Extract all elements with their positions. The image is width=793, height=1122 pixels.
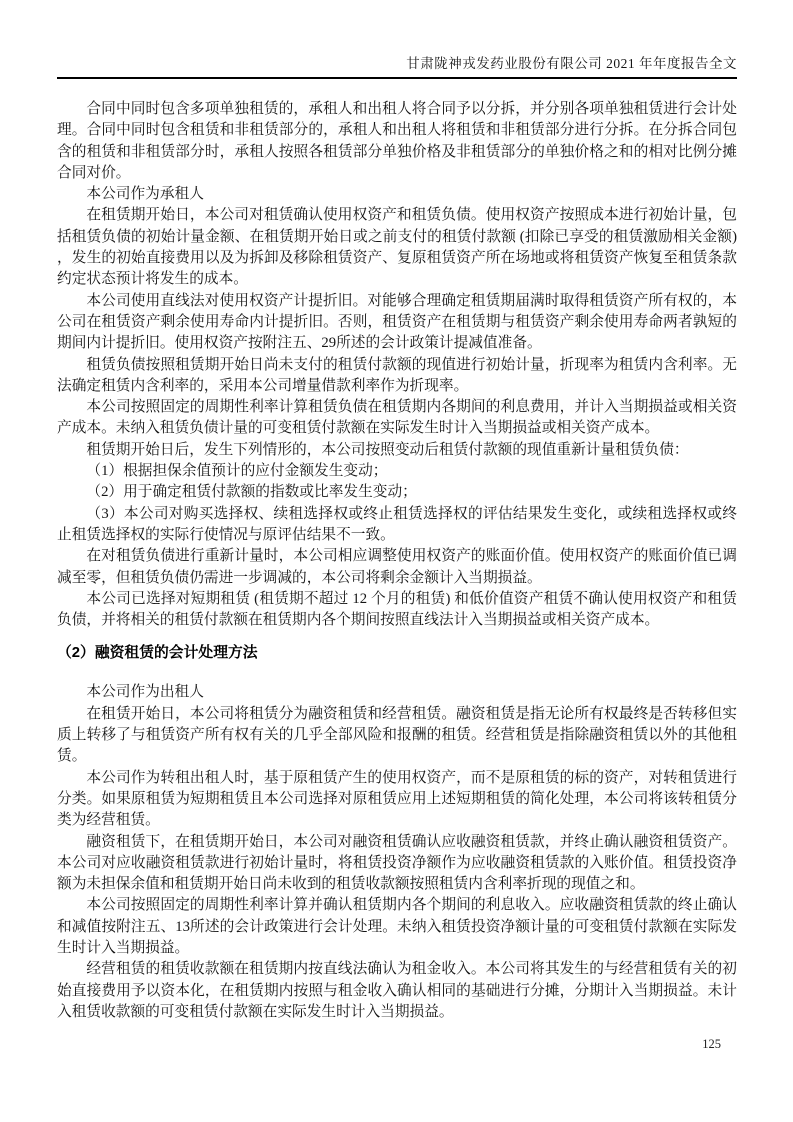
section-heading: （2）融资租赁的会计处理方法 <box>57 645 258 662</box>
paragraph: 经营租赁的租赁收款额在租赁期内按直线法确认为租金收入。本公司将其发生的与经营租赁有关的初始直接费用予以资本化，在租赁期内按照与租金收入确认相同的基础进行分摊，分期计入当期损益。未计入租赁收款额的可变租赁付款额在实际发生时计入当期损益。 <box>57 961 737 1020</box>
paragraph: 本公司作为承租人 <box>86 186 204 203</box>
list-item: （1）根据担保余值预计的应付金额发生变动； <box>86 463 388 480</box>
paragraph: 本公司作为出租人 <box>86 684 204 701</box>
header-rule <box>57 77 737 79</box>
page-body <box>57 99 737 1023</box>
paragraph: 本公司已选择对短期租赁 (租赁期不超过 12 个月的租赁) 和低价值资产租赁不确认使用权资产和租赁负债，并将相关的租赁付款额在租赁期内各个期间按照直线法计入当期损益或相关资产成本。 <box>57 590 737 629</box>
paragraph: 合同中同时包含多项单独租赁的，承租人和出租人将合同予以分拆，并分别各项单独租赁进行会计处理。合同中同时包含租赁和非租赁部分的，承租人和出租人将租赁和非租赁部分进行分拆。在分拆合同包含的租赁和非租赁部分时，承租人按照各租赁部分单独价格及非租赁部分的单独价格之和的相对比例分摊合同对价。 <box>57 101 737 181</box>
paragraph: 本公司按照固定的周期性利率计算并确认租赁期内各个期间的利息收入。应收融资租赁款的终止确认和减值按附注五、13所述的会计政策进行会计处理。未纳入租赁投资净额计量的可变租赁付款额在实际发生时计入当期损益。 <box>57 897 737 956</box>
paragraph: 租赁负债按照租赁期开始日尚未支付的租赁付款额的现值进行初始计量，折现率为租赁内含利率。无法确定租赁内含利率的，采用本公司增量借款利率作为折现率。 <box>57 356 737 394</box>
paragraph: 本公司作为转租出租人时，基于原租赁产生的使用权资产，而不是原租赁的标的资产，对转租赁进行分类。如果原租赁为短期租赁且本公司选择对原租赁应用上述短期租赁的简化处理，本公司将该转租赁分类为经营租赁。 <box>57 769 737 829</box>
header-title: 甘肃陇神戎发药业股份有限公司 2021 年年度报告全文 <box>406 56 737 71</box>
paragraph: 融资租赁下，在租赁期开始日，本公司对融资租赁确认应收融资租赁款，并终止确认融资租赁资产。本公司对应收融资租赁款进行初始计量时，将租赁投资净额作为应收融资租赁款的入账价值。租赁投资净额为未担保余值和租赁期开始日尚未收到的租赁收款额按照租赁内含利率折现的现值之和。 <box>57 833 737 893</box>
page-header <box>57 0 737 79</box>
paragraph: 在对租赁负债进行重新计量时，本公司相应调整使用权资产的账面价值。使用权资产的账面价值已调减至零，但租赁负债仍需进一步调减的，本公司将剩余金额计入当期损益。 <box>57 548 737 586</box>
paragraph: 在租赁期开始日，本公司对租赁确认使用权资产和租赁负债。使用权资产按照成本进行初始计量，包括租赁负债的初始计量金额、在租赁期开始日或之前支付的租赁付款额 (扣除已享受的租赁激励相关金额) ，发生的初始直接费用以及为拆卸及移除租赁资产、复原租赁资产所在场地或将租赁资产恢复至租赁条款约定状态预计将发生的成本。 <box>57 207 737 288</box>
paragraph: 在租赁开始日，本公司将租赁分为融资租赁和经营租赁。融资租赁是指无论所有权最终是否转移但实质上转移了与租赁资产所有权有关的几乎全部风险和报酬的租赁。经营租赁是指除融资租赁以外的其他租赁。 <box>57 705 737 765</box>
list-item: （2）用于确定租赁付款额的指数或比率发生变动； <box>86 484 417 501</box>
page-footer <box>702 1037 721 1052</box>
list-item: （3）本公司对购买选择权、续租选择权或终止租赁选择权的评估结果发生变化，或续租选择权或终止租赁选择权的实际行使情况与原评估结果不一致。 <box>57 505 737 543</box>
page-number: 125 <box>702 1037 721 1051</box>
paragraph: 租赁期开始日后，发生下列情形的，本公司按照变动后租赁付款额的现值重新计量租赁负债： <box>86 441 689 458</box>
paragraph: 本公司按照固定的周期性利率计算租赁负债在租赁期内各期间的利息费用，并计入当期损益或相关资产成本。未纳入租赁负债计量的可变租赁付款额在实际发生时计入当期损益或相关资产成本。 <box>57 399 737 437</box>
paragraph: 本公司使用直线法对使用权资产计提折旧。对能够合理确定租赁期届满时取得租赁资产所有权的，本公司在租赁资产剩余使用寿命内计提折旧。否则，租赁资产在租赁期与租赁资产剩余使用寿命两者孰短的期间内计提折旧。使用权资产按附注五、29所述的会计政策计提减值准备。 <box>57 292 737 352</box>
